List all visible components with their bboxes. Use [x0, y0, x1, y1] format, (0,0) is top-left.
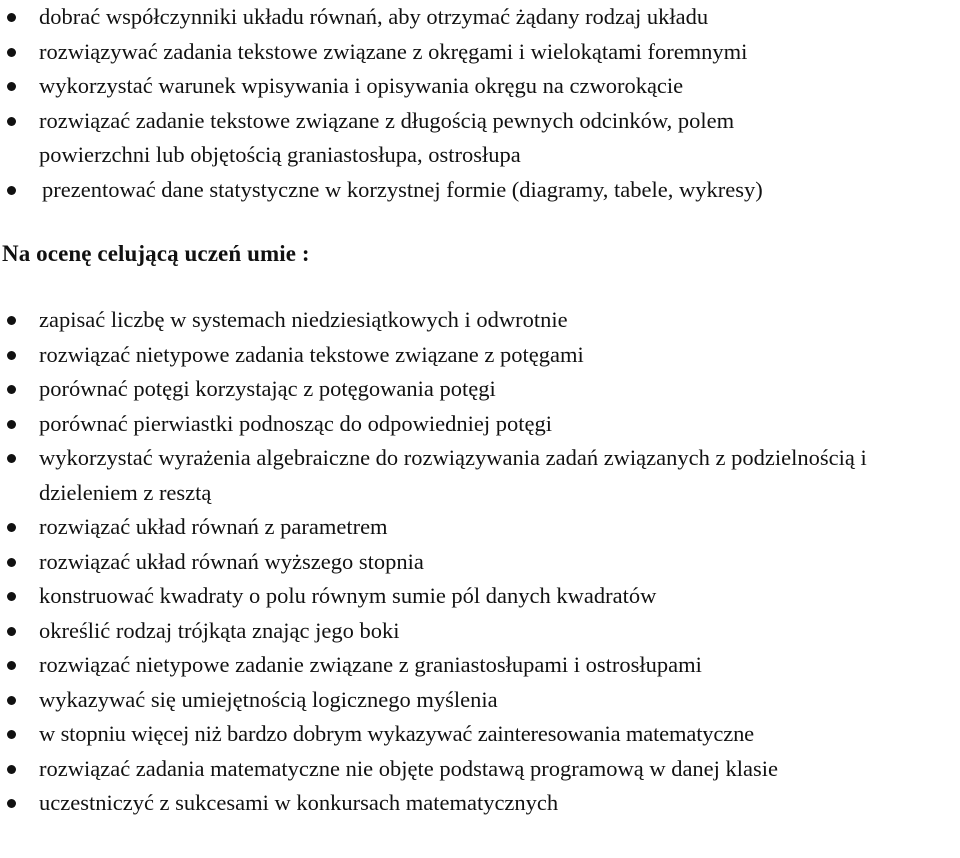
bullet-icon [7, 592, 16, 601]
list-item [0, 173, 960, 208]
list-item [0, 0, 960, 35]
bullet-icon [7, 351, 16, 360]
bullet-icon [7, 316, 16, 325]
bullet-icon [7, 82, 16, 91]
list-item [0, 510, 960, 545]
bullet-icon [7, 385, 16, 394]
list-item-text: rozwiązać zadania matematyczne nie objęte podstawą programową w danej klasie [39, 755, 779, 781]
bullet-icon [7, 661, 16, 670]
bullet-icon [7, 186, 16, 195]
list-item-text: konstruować kwadraty o polu równym sumie pól danych kwadratów [39, 583, 657, 608]
list-item [0, 752, 919, 787]
list-item-text: rozwiązać nietypowe zadanie związane z graniastosłupami i ostrosłupami [39, 652, 702, 677]
list-item [0, 579, 960, 614]
list-item-text: rozwiązać zadanie tekstowe związane z długością pewnych odcinków, polem powierzchni lub objętością graniastosłupa, ostrosłupa [39, 107, 735, 167]
bullet-icon [7, 48, 16, 57]
requirements-list-celujaca [0, 303, 960, 821]
bullet-icon [7, 117, 16, 126]
bullet-icon [7, 558, 16, 567]
list-item [0, 717, 960, 752]
list-item-text: porównać pierwiastki podnosząc do odpowiedniej potęgi [39, 410, 552, 436]
list-item [0, 683, 960, 718]
section-heading: Na ocenę celującą uczeń umie : [2, 241, 310, 266]
list-item-text: prezentować dane statystyczne w korzystnej formie (diagramy, tabele, wykresy) [42, 176, 763, 202]
bullet-icon [7, 420, 16, 429]
bullet-icon [7, 13, 16, 22]
bullet-icon [7, 454, 16, 463]
list-item-text: w stopniu więcej niż bardzo dobrym wykazywać zainteresowania matematyczne [39, 721, 755, 746]
list-item-text: uczestniczyć z sukcesami w konkursach matematycznych [39, 790, 559, 815]
list-item-text: określić rodzaj trójkąta znając jego boki [39, 617, 400, 643]
list-item [0, 372, 960, 407]
list-item-text: porównać potęgi korzystając z potęgowania potęgi [39, 376, 496, 401]
list-item-text: rozwiązywać zadania tekstowe związane z okręgami i wielokątami foremnymi [39, 38, 748, 64]
list-item-text: wykazywać się umiejętnością logicznego myślenia [39, 686, 498, 712]
list-item-text: rozwiązać nietypowe zadania tekstowe związane z potęgami [39, 341, 584, 367]
list-item-text: rozwiązać układ równań z parametrem [39, 514, 388, 539]
bullet-icon [7, 627, 16, 636]
list-item-text: dobrać współczynniki układu równań, aby otrzymać żądany rodzaj układu [39, 4, 709, 29]
list-item-text: zapisać liczbę w systemach niedziesiątkowych i odwrotnie [39, 307, 568, 332]
list-item [0, 303, 960, 338]
list-item [0, 786, 960, 821]
requirements-list-upper [0, 0, 960, 207]
bullet-icon [7, 730, 16, 739]
list-item [0, 69, 960, 104]
list-item [0, 407, 960, 442]
list-item [0, 104, 739, 173]
bullet-icon [7, 696, 16, 705]
bullet-icon [7, 799, 16, 808]
bullet-icon [7, 523, 16, 532]
list-item [0, 614, 960, 649]
bullet-icon [7, 765, 16, 774]
list-item [0, 441, 929, 510]
list-item [0, 545, 960, 580]
list-item [0, 338, 960, 373]
list-item [0, 35, 960, 70]
list-item [0, 648, 960, 683]
list-item-text: wykorzystać warunek wpisywania i opisywania okręgu na czworokącie [39, 73, 684, 98]
list-item-text: wykorzystać wyrażenia algebraiczne do rozwiązywania zadań związanych z podzielnością i dzieleniem z resztą [39, 445, 867, 505]
list-item-text: rozwiązać układ równań wyższego stopnia [39, 548, 424, 574]
